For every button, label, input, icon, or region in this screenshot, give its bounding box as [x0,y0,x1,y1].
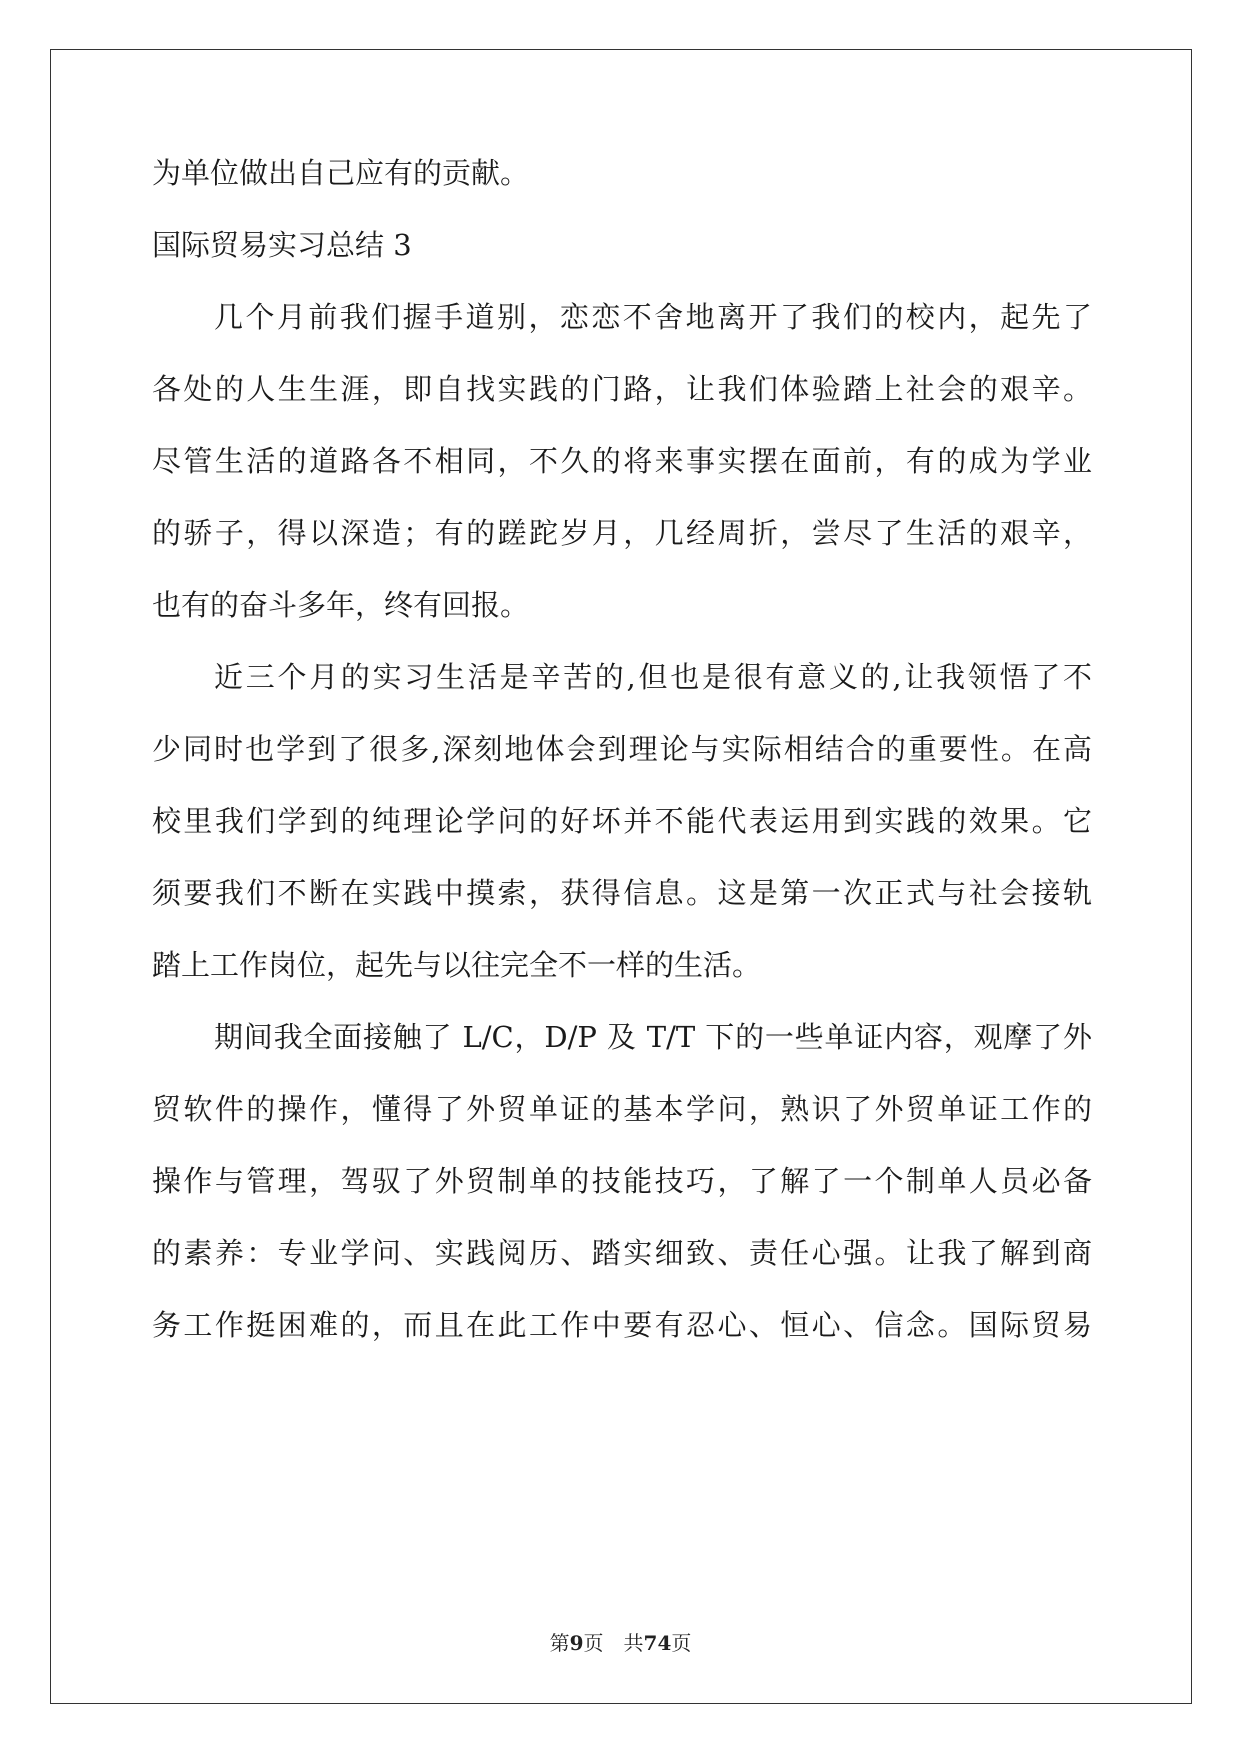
paragraph-line: 操作与管理，驾驭了外贸制单的技能技巧，了解了一个制单人员必备 [152,1164,1092,1198]
footer-middle: 页 共 [583,1631,644,1655]
paragraph-line: 尽管生活的道路各不相同，不久的将来事实摆在面前，有的成为学业 [152,444,1092,478]
paragraph-line: 须要我们不断在实践中摸索，获得信息。这是第一次正式与社会接轨 [152,876,1092,910]
paragraph-line: 的素养：专业学问、实践阅历、踏实细致、责任心强。让我了解到商 [152,1236,1092,1270]
page-footer [0,1630,1241,1656]
paragraph-line: 务工作挺困难的，而且在此工作中要有忍心、恒心、信念。国际贸易 [152,1308,1092,1342]
paragraph-line: 各处的人生生涯，即自找实践的门路，让我们体验踏上社会的艰辛。 [152,372,1092,406]
page-number: 9 [569,1631,584,1655]
paragraph-line: 少同时也学到了很多,深刻地体会到理论与实际相结合的重要性。在高 [152,732,1092,766]
paragraph-line: 校里我们学到的纯理论学问的好坏并不能代表运用到实践的效果。它 [152,804,1092,838]
total-pages: 74 [643,1631,672,1655]
paragraph-line: 踏上工作岗位，起先与以往完全不一样的生活。 [152,948,762,982]
paragraph-line: 几个月前我们握手道别，恋恋不舍地离开了我们的校内，起先了 [214,300,1092,334]
paragraph-line: 也有的奋斗多年，终有回报。 [152,588,530,622]
paragraph-line: 的骄子，得以深造；有的蹉跎岁月，几经周折，尝尽了生活的艰辛， [152,516,1092,550]
footer-prefix: 第 [549,1631,570,1655]
paragraph-line: 为单位做出自己应有的贡献。 [152,156,530,190]
section-heading: 国际贸易实习总结 3 [152,228,412,262]
paragraph-line: 近三个月的实习生活是辛苦的,但也是很有意义的,让我领悟了不 [214,660,1092,694]
paragraph-line: 期间我全面接触了 L/C，D/P 及 T/T 下的一些单证内容，观摩了外 [214,1020,1092,1054]
footer-suffix: 页 [671,1631,692,1655]
paragraph-line: 贸软件的操作，懂得了外贸单证的基本学问，熟识了外贸单证工作的 [152,1092,1092,1126]
